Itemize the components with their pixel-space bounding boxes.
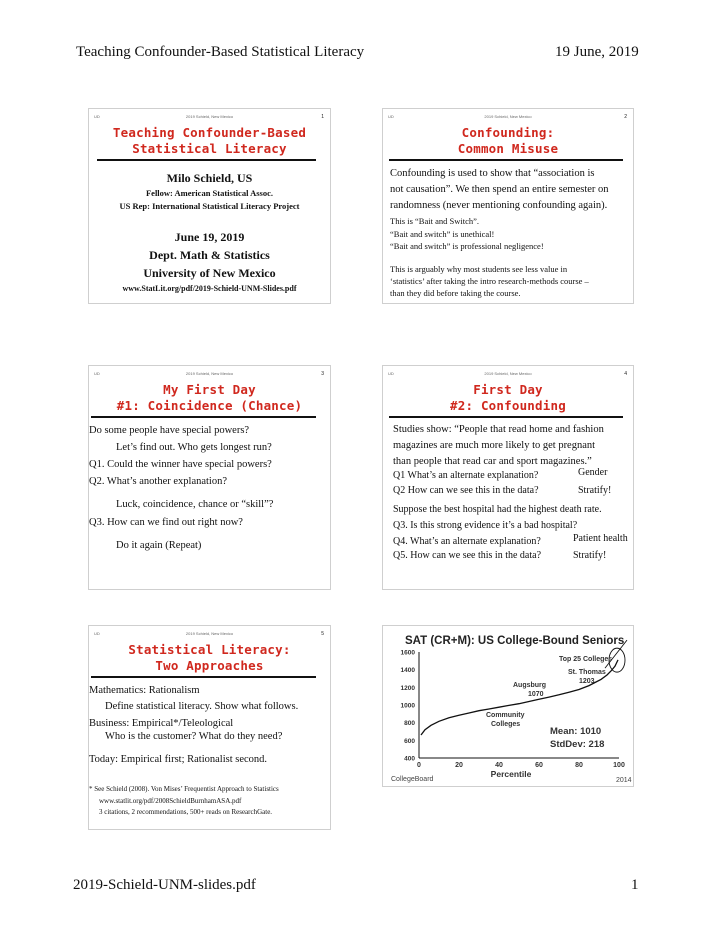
footnote: 3 citations, 2 recommendations, 500+ reads on ResearchGate.	[99, 808, 273, 816]
paragraph: This is “Bait and Switch”. “Bait and switch” is unethical! “Bait and switch” is professional negligence!	[390, 216, 544, 251]
annotation-augsburg: Augsburg	[513, 682, 547, 689]
x-tick-label: 60	[535, 762, 543, 769]
slide-3	[88, 365, 331, 590]
paragraph: This is arguably why most students see less value in ‘statistics’ after taking the intro research-methods course – than they did before taking the course.	[390, 264, 589, 298]
footer-filename: 2019-Schield-UNM-slides.pdf	[73, 877, 256, 893]
slide-5	[88, 625, 331, 830]
text-line: Q1. Could the winner have special powers?	[89, 459, 272, 470]
slide-number: 5	[321, 631, 324, 637]
annotation-colleges: Colleges	[491, 721, 521, 728]
x-axis-label: Percentile	[490, 769, 532, 779]
x-tick-label: 100	[613, 762, 625, 769]
title-divider	[97, 159, 316, 161]
document-title: Teaching Confounder-Based Statistical Literacy	[76, 44, 365, 60]
title-divider	[389, 416, 623, 418]
answer: Stratify!	[573, 550, 607, 561]
text-line: Do it again (Repeat)	[116, 540, 202, 551]
footnote: * See Schield (2008). Von Mises’ Frequentist Approach to Statistics	[89, 785, 279, 793]
x-tick-label: 40	[495, 762, 503, 769]
slide-logo: UD	[388, 114, 394, 119]
question: Q4. What’s an alternate explanation?	[393, 536, 541, 547]
slide-caption: 2019 Schield, New Mexico	[185, 371, 234, 376]
affiliation: Fellow: American Statistical Assoc.	[145, 188, 273, 198]
slide-number: 2	[624, 114, 627, 120]
paragraph: Studies show: “People that read home and fashion magazines are much more likely to get pregnant than people that read car and sport magazines.”	[393, 424, 604, 467]
slide-number: 3	[321, 371, 324, 377]
slide-4	[382, 365, 634, 590]
slide-1	[88, 108, 331, 304]
y-tick-label: 1600	[400, 649, 415, 657]
title-divider	[91, 416, 316, 418]
text-line: Q3. How can we find out right now?	[89, 517, 243, 528]
annotation-stddev: StdDev: 218	[550, 739, 605, 750]
footer-page-number: 1	[631, 877, 639, 893]
slide-title-line: My First Day	[163, 382, 256, 397]
title-divider	[389, 159, 623, 161]
slide-6-chart	[382, 625, 634, 787]
annotation-stthomas: St. Thomas	[568, 669, 606, 676]
chart-source: CollegeBoard	[391, 776, 434, 783]
slide-title-line: First Day	[473, 382, 543, 397]
annotation-mean: Mean: 1010	[550, 726, 602, 737]
slide-number: 4	[624, 371, 627, 377]
answer: Patient health	[573, 533, 628, 544]
slide-title-line: Two Approaches	[155, 658, 264, 673]
slide-title-line: #1: Coincidence (Chance)	[116, 398, 303, 413]
text-line: Mathematics: Rationalism	[89, 685, 200, 696]
slide-caption: 2019 Schield, New Mexico	[185, 631, 234, 636]
slide-number: 1	[321, 114, 324, 120]
slide-2	[382, 108, 634, 304]
university: University of New Mexico	[143, 266, 276, 280]
answer: Gender	[578, 467, 608, 478]
slide-title-line: Confounding:	[461, 125, 555, 140]
text-line: Define statistical literacy. Show what follows.	[105, 701, 299, 712]
text-line: Luck, coincidence, chance or “skill”?	[116, 499, 274, 510]
question: Q2 How can we see this in the data?	[393, 485, 539, 496]
slide-caption: 2019 Schield, New Mexico	[484, 114, 532, 119]
answer: Stratify!	[578, 485, 612, 496]
y-tick-label: 800	[404, 720, 415, 728]
slide-title-line: Statistical Literacy	[132, 141, 287, 156]
annotation-augsburg-value: 1070	[528, 691, 544, 698]
slide-logo: UD	[94, 631, 100, 636]
slide-caption: 2019 Schield, New Mexico	[185, 114, 234, 119]
y-tick-label: 1200	[400, 684, 415, 692]
title-divider	[91, 676, 316, 678]
text-line: Business: Empirical*/Teleological	[89, 718, 234, 729]
text-line: Q2. What’s another explanation?	[89, 476, 228, 487]
y-tick-label: 1400	[400, 667, 415, 675]
slide-caption: 2019 Schield, New Mexico	[484, 371, 532, 376]
author-name: Milo Schield, US	[166, 171, 253, 185]
affiliation: US Rep: International Statistical Literacy Project	[119, 201, 300, 211]
slide-title-line: Statistical Literacy:	[128, 642, 291, 657]
slides-url: www.StatLit.org/pdf/2019-Schield-UNM-Slides.pdf	[122, 284, 297, 293]
x-tick-label: 20	[455, 762, 463, 769]
question: Q1 What’s an alternate explanation?	[393, 470, 539, 481]
chart-title: SAT (CR+M): US College-Bound Seniors	[405, 635, 625, 647]
slide-logo: UD	[94, 114, 100, 119]
text-line: Suppose the best hospital had the highest death rate.	[393, 504, 602, 515]
text-line: Today: Empirical first; Rationalist second.	[89, 754, 268, 765]
annotation-community: Community	[486, 712, 525, 719]
y-tick-label: 1000	[400, 702, 415, 710]
slide-logo: UD	[388, 371, 394, 376]
paragraph: Confounding is used to show that “association is not causation”. We then spend an entire semester on randomness (never mentioning confounding again).	[390, 168, 609, 211]
text-line: Do some people have special powers?	[89, 425, 250, 436]
chart-year: 2014	[616, 777, 632, 784]
talk-date: June 19, 2019	[174, 230, 245, 244]
sat-chart	[383, 626, 634, 787]
footnote: www.statlit.org/pdf/2008SchieldBurnhamASA.pdf	[99, 797, 242, 805]
department: Dept. Math & Statistics	[149, 248, 270, 262]
text-line: Who is the customer? What do they need?	[105, 731, 283, 742]
y-tick-label: 600	[404, 737, 415, 745]
slide-title-line: Common Misuse	[457, 141, 559, 156]
slide-logo: UD	[94, 371, 100, 376]
slide-title-line: Teaching Confounder-Based	[112, 125, 307, 140]
question: Q3. Is this strong evidence it’s a bad hospital?	[393, 520, 578, 531]
x-tick-label: 0	[417, 762, 421, 769]
document-date: 19 June, 2019	[555, 44, 639, 60]
slide-title-line: #2: Confounding	[450, 398, 566, 413]
y-tick-label: 400	[404, 755, 415, 763]
text-line: Let’s find out. Who gets longest run?	[116, 442, 272, 453]
x-tick-label: 80	[575, 762, 583, 769]
annotation-top25: Top 25 Colleges	[559, 656, 613, 663]
annotation-stthomas-value: 1203	[579, 678, 595, 685]
question: Q5. How can we see this in the data?	[393, 550, 542, 561]
